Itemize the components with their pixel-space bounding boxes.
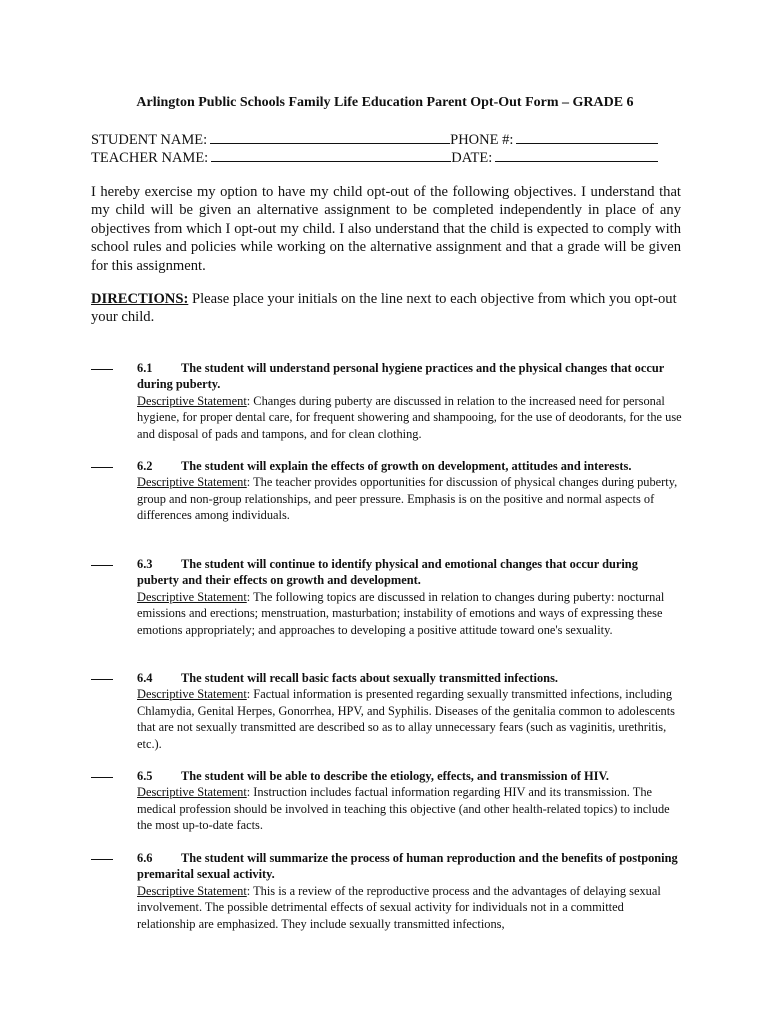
- phone-label: PHONE #:: [450, 132, 514, 148]
- descriptive-statement-label: Descriptive Statement: [137, 475, 247, 490]
- descriptive-statement-label: Descriptive Statement: [137, 589, 247, 604]
- objective-number: 6.3: [137, 557, 153, 571]
- objective-number: 6.1: [137, 361, 153, 375]
- initials-line[interactable]: [91, 467, 113, 468]
- initials-line[interactable]: [91, 859, 113, 860]
- descriptive-statement-label: Descriptive Statement: [137, 393, 247, 408]
- descriptive-statement-label: Descriptive Statement: [137, 785, 247, 800]
- descriptive-statement-label: Descriptive Statement: [137, 687, 247, 702]
- initials-line[interactable]: [91, 565, 113, 566]
- student-name-label: STUDENT NAME:: [91, 132, 208, 148]
- intro-paragraph: I hereby exercise my option to have my child opt-out of the following objectives. I understand that my child will be given an alternative assignment to be completed independently in place of any objectives from which I opt-out my child. I also understand that the child is expected to comply with school rules and policies while working on the alternative assignment and that a grade will be given for this assignment.: [91, 184, 681, 274]
- phone-field[interactable]: [516, 130, 658, 144]
- directions-label: DIRECTIONS:: [91, 291, 189, 307]
- date-field[interactable]: [495, 148, 658, 162]
- objective-heading: The student will summarize the process of human reproduction and the benefits of postponing premarital sexual activity.: [137, 851, 678, 882]
- objective-heading: The student will explain the effects of growth on development, attitudes and interests.: [181, 459, 632, 473]
- student-phone-row: [91, 130, 658, 149]
- form-title: Arlington Public Schools Family Life Education Parent Opt-Out Form – GRADE 6: [136, 95, 634, 110]
- objective-description: : This is a review of the reproductive process and the advantages of delaying sexual involvement. The possible detrimental effects of sexual activity for individuals not in a committed relationship are emphasized. They include sexually transmitted infections,: [137, 883, 661, 931]
- objective-heading: The student will understand personal hygiene practices and the physical changes that occur during puberty.: [137, 361, 665, 392]
- descriptive-statement-label: Descriptive Statement: [137, 883, 247, 898]
- initials-line[interactable]: [91, 679, 113, 680]
- objective-number: 6.2: [137, 459, 153, 473]
- objective-description: : The following topics are discussed in relation to changes during puberty: nocturnal emissions and erections; menstruation, masturbation; instability of emotions and ways of expressing these emotions appropriately; and approaches to developing a positive attitude toward one's sexuality.: [137, 589, 665, 637]
- directions-text: Please place your initials on the line next to each objective from which you opt-out your child.: [91, 291, 677, 326]
- objective-heading: The student will continue to identify physical and emotional changes that occur during puberty and their effects on growth and development.: [137, 557, 638, 588]
- objective-number: 6.5: [137, 769, 153, 783]
- objective-description: : Factual information is presented regarding sexually transmitted infections, including Chlamydia, Genital Herpes, Gonorrhea, HPV, and Syphilis. Diseases of the genitalia common to adolescents that are not sexually transmitted are described so as to allay unnecessary fears (such as vaginitis, urethritis, etc.).: [137, 687, 675, 751]
- objective-description: : Changes during puberty are discussed in relation to the increased need for personal hygiene, for proper dental care, for frequent showering and shampooing, for the use of deodorants, for the use and disposal of pads and tampons, and for clean clothing.: [137, 393, 682, 441]
- directions-paragraph: [91, 290, 691, 327]
- objective-heading: The student will recall basic facts about sexually transmitted infections.: [181, 671, 558, 685]
- student-name-field[interactable]: [210, 130, 450, 144]
- objective-description: : The teacher provides opportunities for discussion of physical changes during puberty, group and non-group relationships, and peer pressure. Emphasis is on the positive and normal aspects of differences among individuals.: [137, 475, 678, 523]
- objective-number: 6.4: [137, 671, 153, 685]
- initials-line[interactable]: [91, 777, 113, 778]
- objective-number: 6.6: [137, 851, 153, 865]
- objective-description: : Instruction includes factual information regarding HIV and its transmission. The medical profession should be involved in teaching this objective (and other health-related topics) to include the most up-to-date facts.: [137, 785, 670, 833]
- initials-line[interactable]: [91, 369, 113, 370]
- teacher-date-row: [91, 148, 658, 167]
- teacher-name-field[interactable]: [211, 148, 451, 162]
- date-label: DATE:: [451, 150, 493, 166]
- objective-heading: The student will be able to describe the etiology, effects, and transmission of HIV.: [181, 769, 609, 783]
- teacher-name-label: TEACHER NAME:: [91, 150, 209, 166]
